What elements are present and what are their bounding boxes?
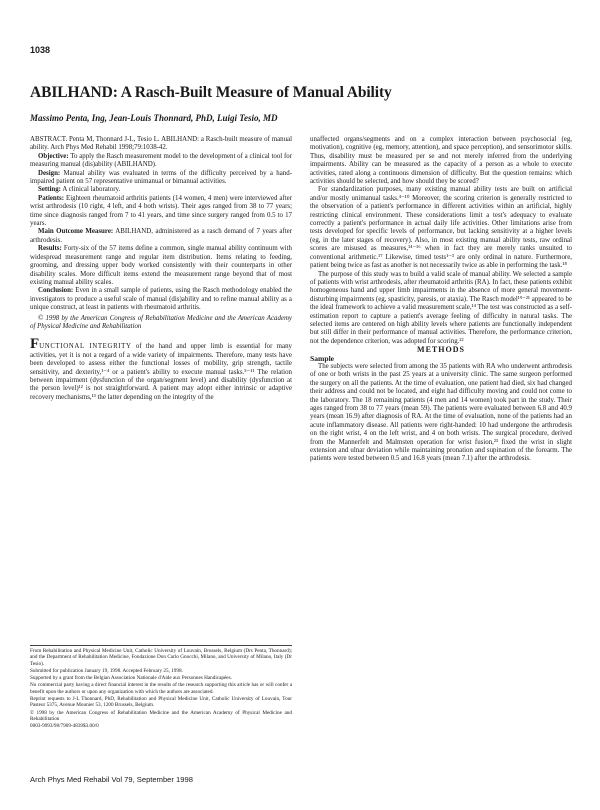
objective-text: To apply the Rasch measurement model to the development of a clinical tool for measuring manual (dis)ability (ABILHAND). xyxy=(30,152,292,169)
abstract-outcome xyxy=(30,228,292,245)
intro-smallcaps: UNCTIONAL INTEGRITY xyxy=(39,343,132,351)
abstract-conclusion xyxy=(30,287,292,312)
article-title: ABILHAND: A Rasch-Built Measure of Manual Ability xyxy=(30,84,392,101)
setting-label: Setting: xyxy=(38,186,61,194)
results-text: Forty-six of the 57 items define a common, single manual ability continuum with widespread measurement range and regular item distribution. Items relating to feeding, grooming, and dressing upper body worked consistently with their counterparts in other disability scales. More difficult items extend the measurement range beyond that of most existing manual ability scales. xyxy=(30,245,292,286)
footnote-affiliation: From Rehabilitation and Physical Medicine Unit, Catholic University of Louvain, Brussels, Belgium (Drs Penta, Thonnard); and the Department of Rehabilitation Medicine, Fondazione Don Carlo Gnocchi, Milano, and University of Milano, Italy (Dr Tesio). xyxy=(30,648,292,667)
conclusion-label: Conclusion: xyxy=(38,287,74,295)
abstract-results xyxy=(30,245,292,287)
body-paragraph-2: For standardization purposes, many existing manual ability tests are built on artificial and/or mostly unimanual tasks.⁴⁻¹⁰ Moreover, the scoring criterion is generally restricted to the observation of a patient's performance in different activities within an artificial, highly restricting clinical environment. These considerations limit a test's adequacy to evaluate correctly a patient's performance in actual daily life activities. Other limitations arise from tests developed for specific levels of performance, but lacking sensitivity at a higher levels (eg, in the later stages of recovery). Also, in most existing manual ability tests, raw ordinal scores are misused as measures,¹⁴⁻¹⁶ when in fact they are merely ranks unsuited to conventional arithmetic.¹⁷ Likewise, timed tests¹⁻³ are only ordinal in nature. Furthermore, patient being twice as fast as another is not necessarily twice as able in performing the task.¹⁸ xyxy=(310,186,572,270)
abstract-copyright: © 1998 by the American Congress of Rehabilitation Medicine and the American Academy of Physical Medicine and Rehabilitation xyxy=(30,314,292,330)
body-paragraph-3: The purpose of this study was to build a valid scale of manual ability. We selected a sample of patients with wrist arthrodesis, after rheumatoid arthritis (RA). In fact, these patients exhibit homogeneous hand and upper limb impairments in the absence of more general movement-disturbing impairments (eg, spasticity, paresis, or ataxia). The Rasch model¹⁹⁻²¹ appeared to be the ideal framework to achieve a valid measurement scale,¹⁴ The test was constructed as a self-estimation report to capture a patient's average feeling of difficulty in natural tasks. The selected items are centered on high ability levels where patients are functionally independent but still differ in their performance of manual activities. Therefore, the performance criterion, not the dependence criterion, was adopted for scoring.²² xyxy=(310,270,572,345)
sample-subheading: Sample xyxy=(310,353,335,363)
body-paragraph-1: unaffected organs/segments and on a complex interaction between psychosocial (eg, motivation), cognitive (eg, memory, attention), and space perception), and sensorimotor skills. Thus, disability must be measured per se and not merely inferred from the underlying impairments. Ability can be measured as the capacity of a person as a whole to execute activities, rated along a continuous dimension of difficulty. But the question remains: which activities should be selected, and how should they be scored? xyxy=(310,136,572,186)
abstract-patients xyxy=(30,195,292,229)
footnote-disclosure: No commercial party having a direct financial interest in the results of the research supporting this article has or will confer a benefit upon the authors or upon any organization with which the authors are associated. xyxy=(30,682,292,695)
patients-label: Patients: xyxy=(38,194,65,202)
design-text: Manual ability was evaluated in terms of the difficulty perceived by a hand-impaired patient on 57 representative unimanual or bimanual activities. xyxy=(30,169,292,186)
abstract-objective xyxy=(30,153,292,170)
results-label: Results: xyxy=(38,245,62,253)
methods-heading: METHODS xyxy=(417,345,465,355)
abstract-citation: ABSTRACT. Penta M, Thonnard J-L, Tesio L. ABILHAND: a Rasch-built measure of manual ability. Arch Phys Med Rehabil 1998;79:1038-42. xyxy=(30,136,292,152)
drop-cap: F xyxy=(30,336,40,353)
author-list: Massimo Penta, Ing, Jean-Louis Thonnard, PhD, Luigi Tesio, MD xyxy=(30,113,278,123)
footnote-rule xyxy=(30,645,292,646)
body-paragraph-4: The subjects were selected from among the 35 patients with RA who underwent arthrodesis of one or both wrists in the past 25 years at a university clinic. The same surgeon performed the surgery on all the patients. At the time of evaluation, one patient had died, six had changed their address and could not be located, and eight had difficulty moving and could not come to the laboratory. The 18 remaining patients (4 men and 14 women) took part in the study. Their ages ranged from 38 to 77 years (mean 59). The patients were evaluated between 6.8 and 40.9 years (mean 16.9) after diagnosis of RA. At the time of evaluation, none of the patients had an acute inflammatory disease. All patients were right-handed: 10 had undergone the arthrodesis on the right wrist, 4 on the left wrist, and 4 on both wrists. The surgical procedure, derived from the Mannerfelt and Malmsten operation for wrist fusion,²³ fixed the wrist in slight extension and ulnar deviation while maintaining pronation and supination of the forearm. The patients were tested between 0.5 and 16.8 years (mean 7.1) after the arthrodesis. xyxy=(310,362,572,463)
footnote-reprints: Reprint requests to J-L Thonnard, PhD, Rehabilitation and Physical Medicine Unit, Catholic University of Louvain, Tour Pasteur 5375, Avenue Mounier 53, 1200 Brussels, Belgium. xyxy=(30,696,292,709)
footnotes xyxy=(30,645,292,730)
footnote-grant: Supported by a grant from the Belgian Association Nationale d'Aide aux Personnes Handicapées. xyxy=(30,675,232,682)
outcome-label: Main Outcome Measure: xyxy=(38,228,114,236)
intro-text: of the hand and upper limb is essential for many activities, yet it is not a regard of a wide variety of impairments. Therefore, many tests have been developed to assess either the functional losses of mobility, grip strength, tactile sensitivity, and dexterity,¹⁻⁴ or a patient's ability to execute manual tasks.⁵⁻¹¹ The relation between impairment (dysfunction of the organ/segment level) and disability (dysfunction at the person level)¹² is not straightforward. A patient may adopt either intrinsic or adaptive recovery mechanisms,¹³ the latter depending on the integrity of the xyxy=(30,343,292,401)
footnote-copyright: © 1998 by the American Congress of Rehabilitation Medicine and the American Academy of Physical Medicine and Rehabilitation xyxy=(30,709,292,722)
footnote-issn: 0003-9993/98/7909-4839$3.00/0 xyxy=(30,723,99,730)
journal-footer: Arch Phys Med Rehabil Vol 79, September 1998 xyxy=(30,775,193,784)
intro-paragraph xyxy=(30,336,292,402)
abstract-design xyxy=(30,170,292,187)
page-number: 1038 xyxy=(30,45,51,55)
conclusion-text: Even in a small sample of patients, using the Rasch methodology enabled the investigators to produce a useful scale of manual (dis)ability and to refine manual ability as a unique construct, at least in patients with rheumatoid arthritis. xyxy=(30,287,292,312)
abstract-setting xyxy=(30,186,292,194)
patients-text: Eighteen rheumatoid arthritis patients (14 women, 4 men) were interviewed after wrist arthrodesis (10 right, 4 left, and 4 both wrists). Their ages ranged from 38 to 77 years; time since diagnosis ranged from 7 to 41 years, and time since surgery ranged from 0.5 to 17 years. xyxy=(30,194,292,228)
footnote-submitted: Submitted for publication January 19, 1998. Accepted February 25, 1998. xyxy=(30,667,183,674)
right-column xyxy=(310,136,572,464)
design-label: Design: xyxy=(38,169,61,177)
outcome-text: ABILHAND, administered as a rasch demand of 7 years after arthrodesis. xyxy=(30,228,292,244)
left-column xyxy=(30,136,292,402)
objective-label: Objective: xyxy=(38,152,69,160)
setting-text: A clinical laboratory. xyxy=(62,186,121,194)
